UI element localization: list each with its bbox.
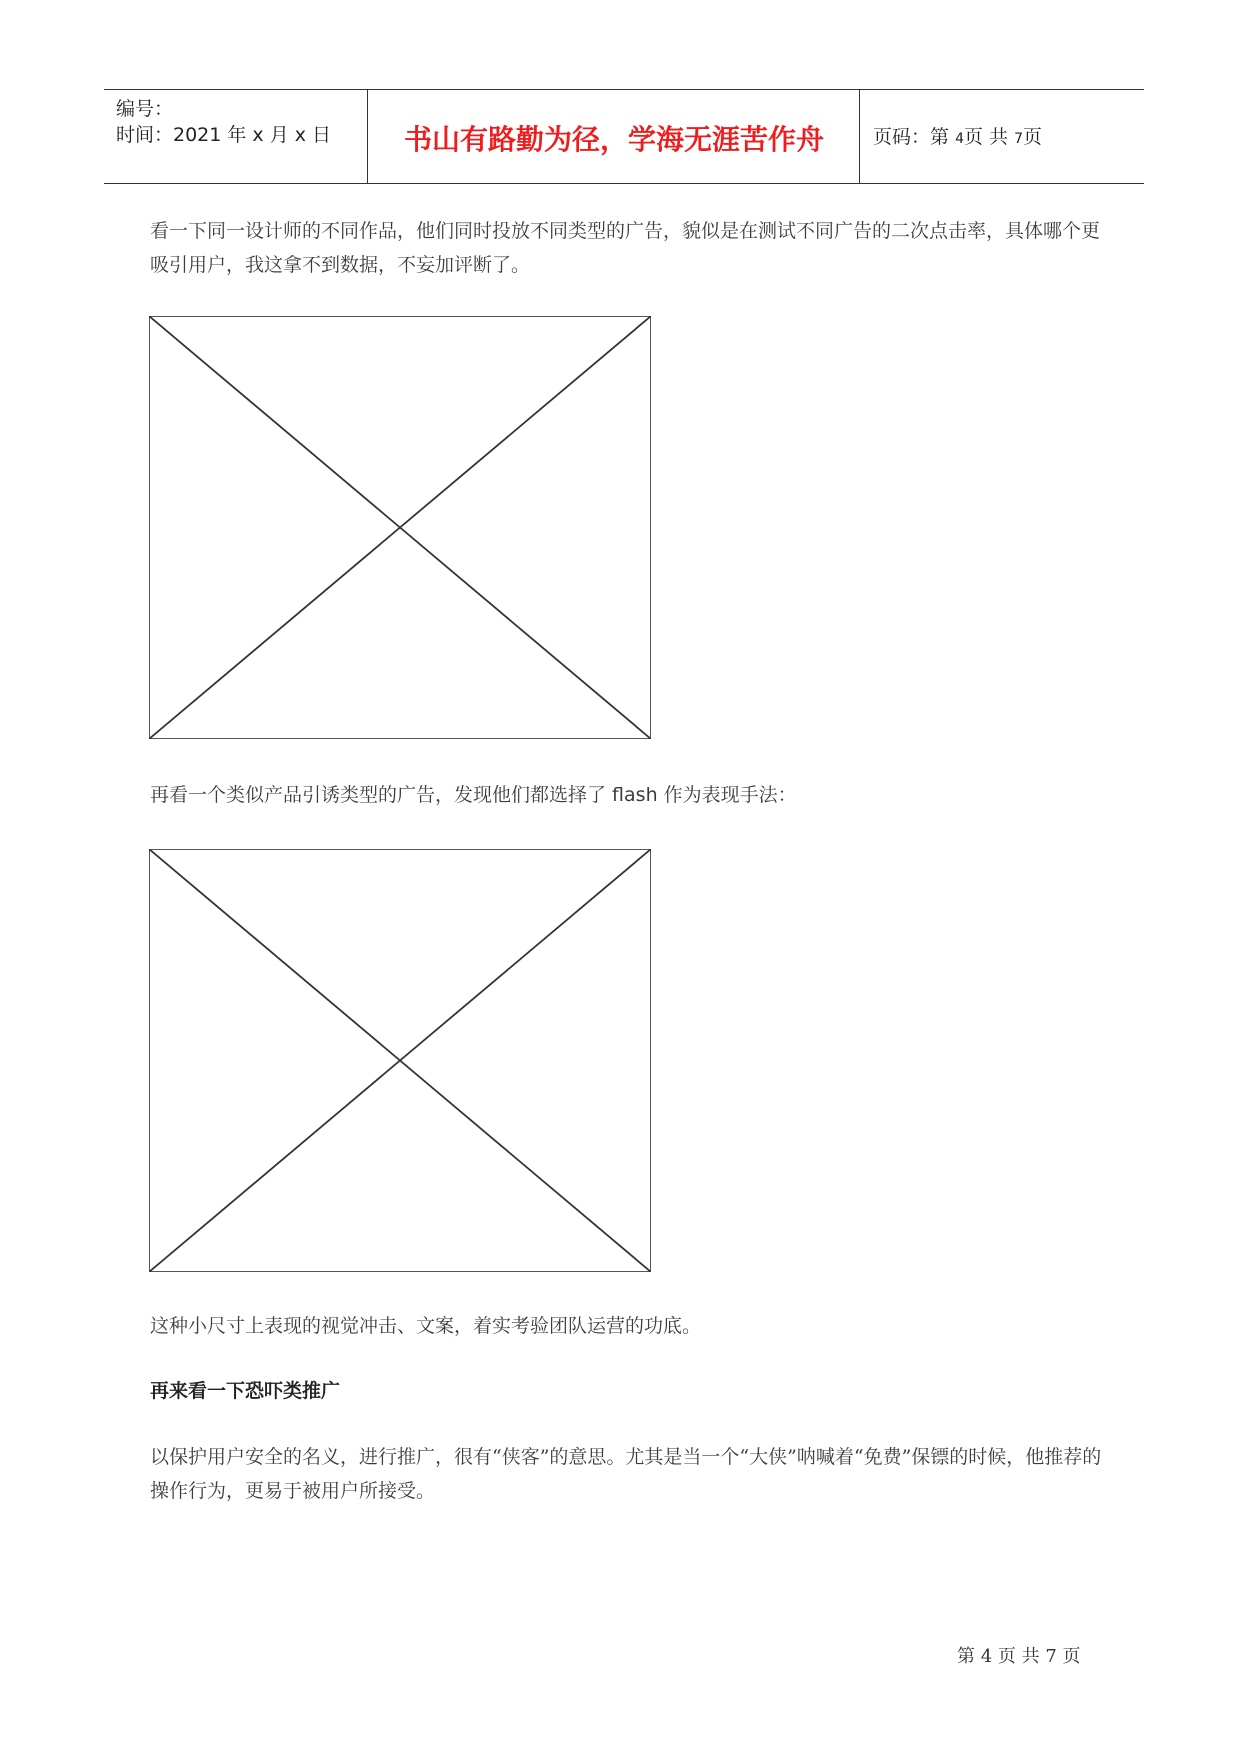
image-placeholder-1 xyxy=(149,316,651,739)
paragraph-4: 以保护用户安全的名义，进行推广，很有“侠客”的意思。尤其是当一个“大侠”呐喊着“免费”保镖的时候，他推荐的操作行为，更易于被用户所接受。 xyxy=(150,1446,1102,1502)
header-meta-cell xyxy=(104,90,368,183)
motto-text: 书山有路勤为径，学海无涯苦作舟 xyxy=(403,123,824,156)
section-heading: 再来看一下恐吓类推广 xyxy=(150,1380,341,1402)
number-label: 编号： xyxy=(116,98,174,120)
page-suffix: 页 xyxy=(1023,126,1043,148)
paragraph-1: 看一下同一设计师的不同作品，他们同时投放不同类型的广告，貌似是在测试不同广告的二次点击率，具体哪个更吸引用户，我这拿不到数据，不妄加评断了。 xyxy=(150,220,1101,276)
time-label: 时间：2021 年 x 月 x 日 xyxy=(116,124,332,146)
page-current: 4 xyxy=(955,131,964,147)
paragraph-2-text: 再看一个类似产品引诱类型的广告，发现他们都选择了 xyxy=(150,784,607,806)
page-footer: 第 4 页 共 7 页 xyxy=(957,1646,1081,1667)
paragraph-2 xyxy=(150,778,1102,812)
header-page-cell xyxy=(861,90,1144,183)
paragraph-2-tail: 作为表现手法： xyxy=(663,784,797,806)
page-info xyxy=(873,122,1042,149)
page-prefix: 页码：第 xyxy=(873,126,950,148)
page-total: 7 xyxy=(1014,131,1023,147)
image-placeholder-2 xyxy=(149,849,651,1272)
page-middle: 页 共 xyxy=(963,126,1009,148)
header-table xyxy=(104,89,1144,184)
flash-word: flash xyxy=(606,784,664,806)
paragraph-3: 这种小尺寸上表现的视觉冲击、文案，着实考验团队运营的功底。 xyxy=(150,1315,702,1337)
header-motto-cell xyxy=(369,90,860,183)
